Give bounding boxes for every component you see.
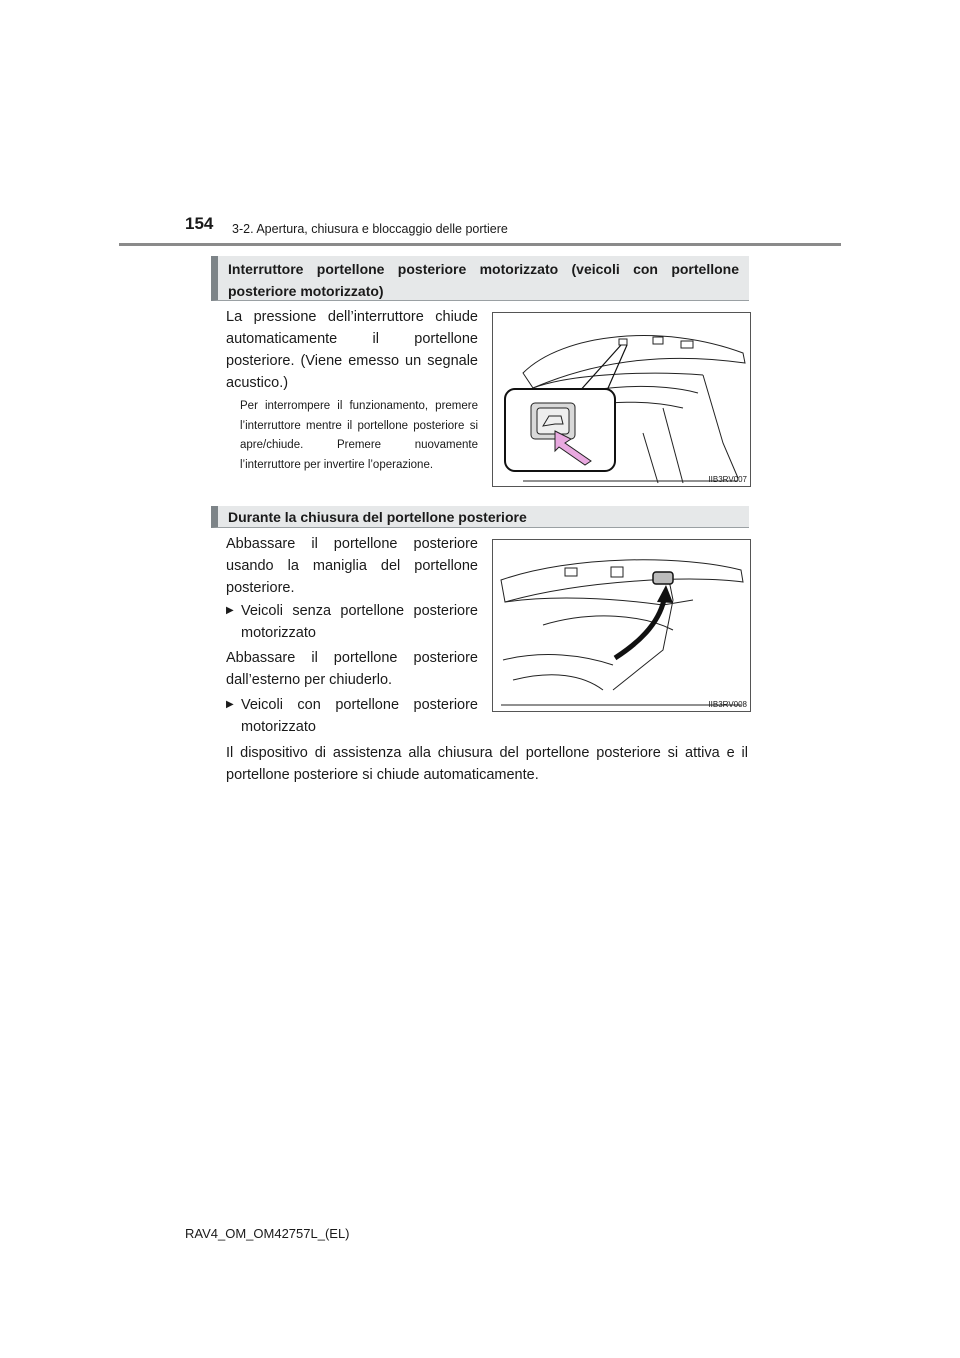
back-door-handle-illustration xyxy=(493,540,750,711)
figure-closing-handle xyxy=(492,539,751,712)
section-heading-switch: Interruttore portellone posteriore motorizzato (veicoli con portellone posteriore motorizzato) xyxy=(211,256,749,301)
header-rule xyxy=(119,243,841,246)
figure-power-back-door-switch xyxy=(492,312,751,487)
closing-body-text: Abbassare il portellone posteriore usando la maniglia del portellone posteriore. xyxy=(226,536,478,596)
figure-code: IIB3RV008 xyxy=(708,700,747,709)
bullet-text: Veicoli senza portellone posteriore motorizzato xyxy=(241,603,478,641)
footer-doc-code: RAV4_OM_OM42757L_(EL) xyxy=(185,1226,350,1241)
figure-code: IIB3RV007 xyxy=(708,475,747,484)
switch-body-text: La pressione dell’interruttore chiude automaticamente il portellone posteriore. (Viene emesso un segnale acustico.) xyxy=(226,309,478,391)
triangle-bullet-icon: ▶ xyxy=(226,605,234,616)
bullet-text: Veicoli con portellone posteriore motorizzato xyxy=(241,697,478,735)
bullet-power-door xyxy=(226,694,478,738)
bullet-no-power-door xyxy=(226,600,478,644)
closing-body-text-3: Il dispositivo di assistenza alla chiusura del portellone posteriore si attiva e il portellone posteriore si chiude automaticamente. xyxy=(226,745,748,783)
switch-note-text: Per interrompere il funzionamento, premere l’interruttore mentre il portellone posteriore si apre/chiude. Premere nuovamente l’interruttore per invertire l’operazione. xyxy=(240,400,478,471)
page-number: 154 xyxy=(185,214,214,233)
back-door-switch-illustration xyxy=(493,313,750,486)
closing-body-text-2: Abbassare il portellone posteriore dall’esterno per chiuderlo. xyxy=(226,650,478,688)
triangle-bullet-icon: ▶ xyxy=(226,699,234,710)
running-head: 3-2. Apertura, chiusura e bloccaggio delle portiere xyxy=(232,222,508,236)
section-heading-closing: Durante la chiusura del portellone posteriore xyxy=(211,506,749,528)
